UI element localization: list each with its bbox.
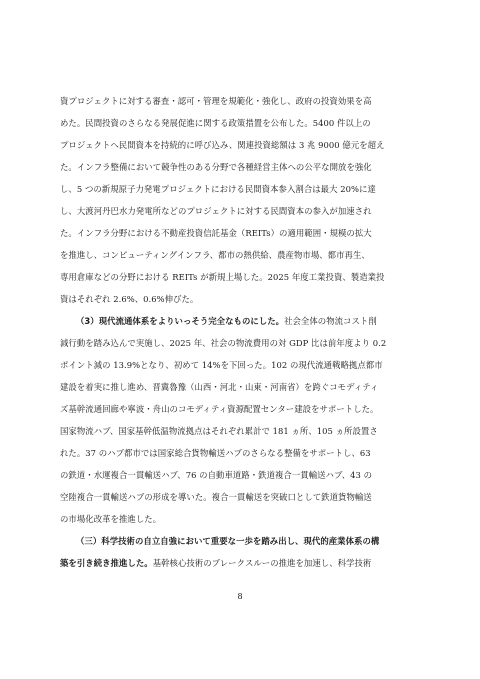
section-heading: （3）現代流通体系をよりいっそう完全なものにした。	[76, 316, 285, 326]
section-heading: （三）科学技術の自立自強において重要な一歩を踏み出し、現代的産業体系の構	[76, 536, 380, 546]
text-line: ズ基幹流通回廊や寧波・舟山のコモディティ資源配置センター建設をサポートした。	[60, 404, 379, 414]
text-line: 建設を着実に推し進め、晋冀魯豫（山西・河北・山東・河南省）を跨ぐコモディティ	[60, 382, 379, 392]
text-line: 資プロジェクトに対する審査・認可・管理を規範化・強化し、政府の投資効果を高	[60, 96, 372, 106]
text-line: た。インフラ整備において競争性のある分野で各種経営主体への公平な開放を強化	[60, 162, 372, 172]
section-second-line	[60, 552, 432, 574]
text-line: 資はそれぞれ 2.6%、0.6%伸びた。	[60, 294, 199, 304]
text-fragment: 基幹核心技術のブレークスルーの推進を加速し、科学技術	[152, 558, 372, 568]
page-number: 8	[237, 592, 243, 601]
text-line: 専用倉庫などの分野における REITs が新規上場した。2025 年度工業投資、製造業投	[60, 272, 385, 282]
text-line: た。インフラ分野における不動産投資信託基金（REITs）の適用範囲・規模の拡大	[60, 228, 372, 238]
text-line: 空陸複合一貫輸送ハブの形成を導いた。複合一貫輸送を突破口として鉄道貨物輸送	[60, 492, 372, 502]
section-first-line	[60, 310, 432, 332]
text-line: れた。37 のハブ都市では国家総合貨物輸送ハブのさらなる整備をサポートし、63	[60, 448, 371, 458]
text-line: を推進し、コンピューティングインフラ、都市の熱供給、農産物市場、都市再生、	[60, 250, 370, 260]
text-line: の市場化改革を推進した。	[60, 514, 162, 524]
text-line: し、5 つの新規原子力発電プロジェクトにおける民間資本参入割合は最大 20%に達	[60, 184, 376, 194]
paragraph-science	[60, 530, 432, 574]
paragraph-investment	[60, 90, 432, 310]
text-line: し、大渡河丹巴水力発電所などのプロジェクトに対する民間資本の参入が加速され	[60, 206, 372, 216]
text-line: の鉄道・水運複合一貫輸送ハブ、76 の自動車道路・鉄道複合一貫輸送ハブ、43 の	[60, 470, 373, 480]
text-line: 減行動を踏み込んで実施し、2025 年、社会の物流費用の対 GDP 比は前年度より 0.2	[60, 338, 387, 348]
text-fragment: 社会全体の物流コスト削	[284, 316, 377, 326]
text-line: 国家物流ハブ、国家基幹低温物流拠点はそれぞれ累計で 181 ヵ所、105 ヵ所設置さ	[60, 426, 378, 436]
text-line: プロジェクトへ民間資本を持続的に呼び込み、関連投資総額は 3 兆 9000 億元を超え	[60, 140, 385, 150]
paragraph-distribution	[60, 310, 432, 530]
text-line: ポイント減の 13.9%となり、初めて 14%を下回った。102 の現代流通戦略拠点都市	[60, 360, 383, 370]
text-line: めた。民間投資のさらなる発展促進に関する政策措置を公布した。5400 件以上の	[60, 118, 371, 128]
section-heading-continued: 築を引き続き推進した。	[60, 558, 153, 568]
